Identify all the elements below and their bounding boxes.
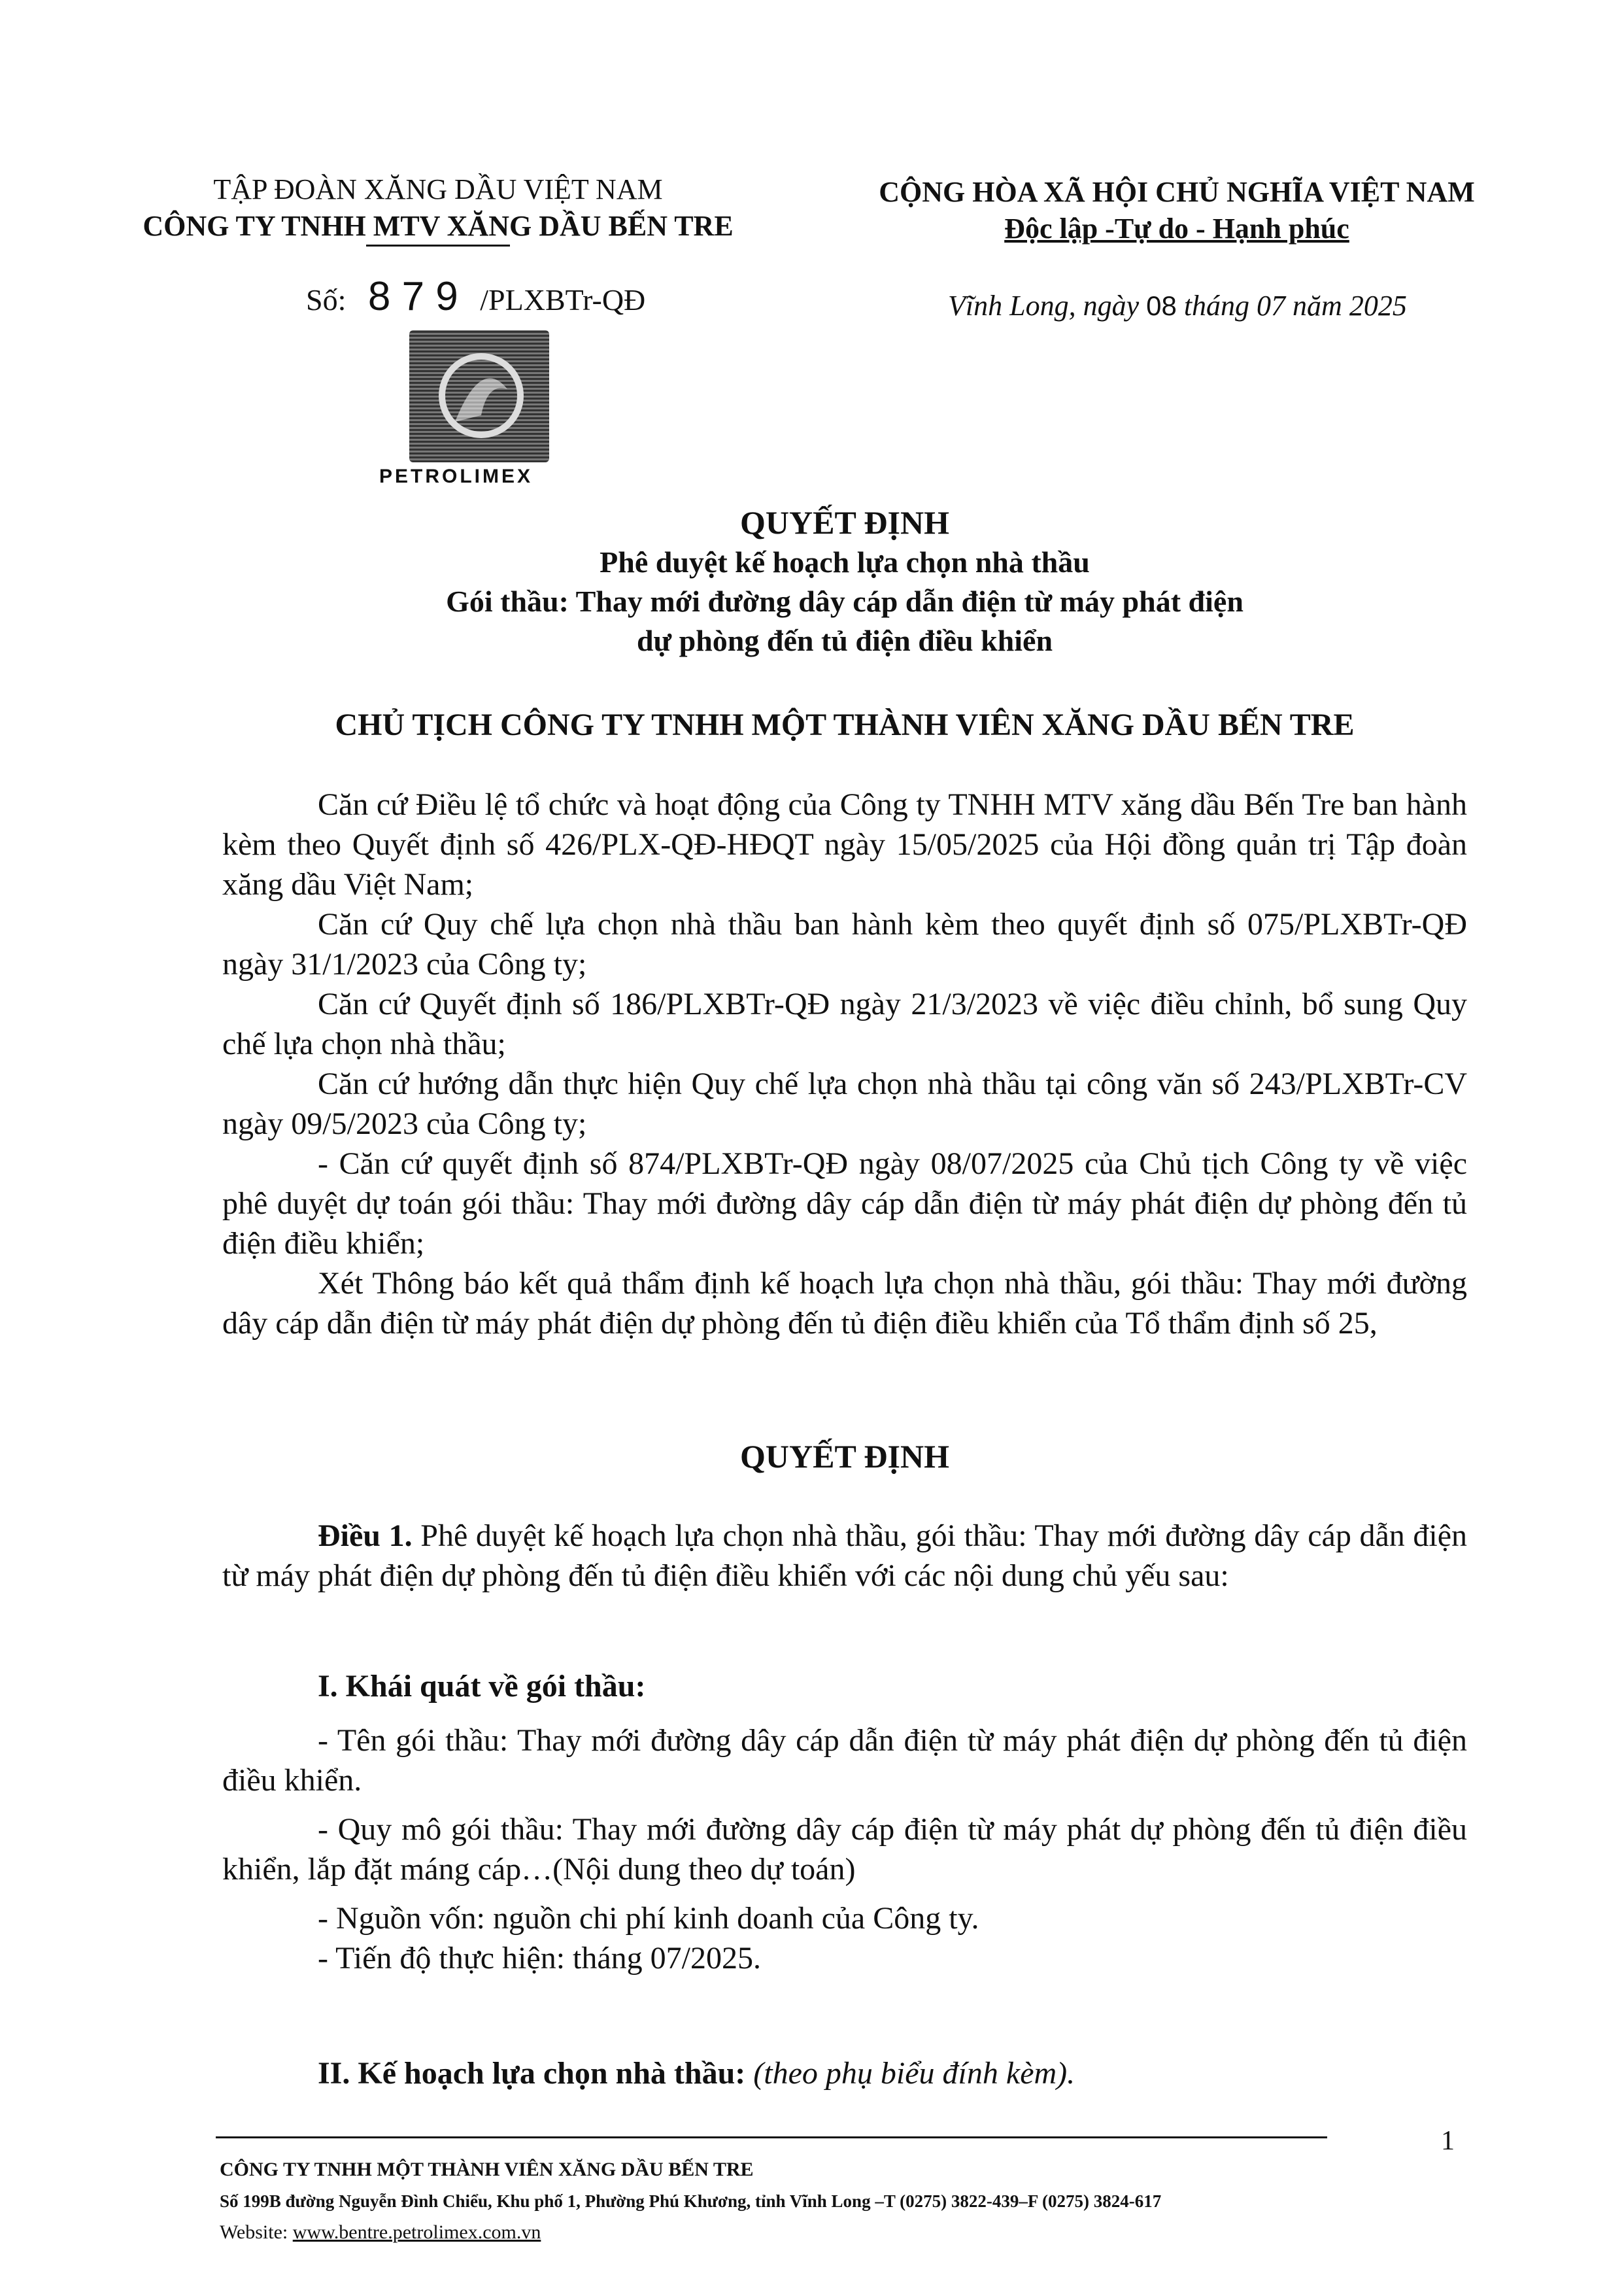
basis-item: Căn cứ hướng dẫn thực hiện Quy chế lựa chọn nhà thầu tại công văn số 243/PLXBTr-CV ngày 09/5/2023 của Công ty; xyxy=(222,1067,1467,1141)
issuing-authority: CHỦ TỊCH CÔNG TY TNHH MỘT THÀNH VIÊN XĂNG DẦU BẾN TRE xyxy=(335,708,1355,742)
doc-number xyxy=(306,274,646,320)
basis-item: - Căn cứ quyết định số 874/PLXBTr-QĐ ngày 08/07/2025 của Chủ tịch Công ty về việc phê duyệt dự toán gói thầu: Thay mới đường dây cáp dẫn điện từ máy phát điện dự phòng đến tủ điện điều khiển; xyxy=(222,1146,1467,1261)
basis-item: Căn cứ Quy chế lựa chọn nhà thầu ban hành kèm theo quyết định số 075/PLXBTr-QĐ ngày 31/1/2023 của Công ty; xyxy=(222,907,1467,982)
basis-item: Căn cứ Điều lệ tổ chức và hoạt động của Công ty TNHH MTV xăng dầu Bến Tre ban hành kèm theo Quyết định số 426/PLX-QĐ-HĐQT ngày 15/05/2025 của Hội đồng quản trị Tập đoàn xăng dầu Việt Nam; xyxy=(222,787,1467,902)
article-1-text: Phê duyệt kế hoạch lựa chọn nhà thầu, gói thầu: Thay mới đường dây cáp dẫn điện từ máy phát điện dự phòng đến tủ điện điều khiển với các nội dung chủ yếu sau: xyxy=(222,1518,1468,1593)
footer-divider xyxy=(216,2136,1327,2138)
section-1-item: - Quy mô gói thầu: Thay mới đường dây cáp điện từ máy phát dự phòng đến tủ điện điều khiển, lắp đặt máng cáp…(Nội dung theo dự toán) xyxy=(222,1812,1467,1887)
decision-subtitle-2: Gói thầu: Thay mới đường dây cáp dẫn điện từ máy phát điện xyxy=(446,585,1243,618)
section-1-item: - Tên gói thầu: Thay mới đường dây cáp dẫn điện từ máy phát điện dự phòng đến tủ điện điều khiển. xyxy=(222,1723,1467,1798)
company-name: CÔNG TY TNHH MTV XĂNG DẦU BẾN TRE xyxy=(143,210,734,242)
section-2-note: (theo phụ biểu đính kèm). xyxy=(753,2056,1075,2091)
date-day: 08 xyxy=(1146,290,1177,321)
header-left xyxy=(131,171,745,245)
decision-title-block xyxy=(222,502,1467,660)
decision-title: QUYẾT ĐỊNH xyxy=(740,504,949,541)
logo-text: PETROLIMEX xyxy=(379,466,533,487)
article-1 xyxy=(222,1516,1467,1596)
section-2 xyxy=(222,2053,1467,2093)
article-1-label: Điều 1. xyxy=(318,1518,413,1553)
section-1-heading: I. Khái quát về gói thầu: xyxy=(318,1669,646,1703)
page-number: 1 xyxy=(1441,2126,1455,2156)
footer-company: CÔNG TY TNHH MỘT THÀNH VIÊN XĂNG DẦU BẾN TRE xyxy=(220,2159,754,2180)
group-name: TẬP ĐOÀN XĂNG DẦU VIỆT NAM xyxy=(213,173,663,205)
legal-bases xyxy=(222,785,1467,1343)
footer-website-label: Website: xyxy=(220,2221,288,2243)
decision-heading: QUYẾT ĐỊNH xyxy=(740,1438,949,1475)
nation-name: CỘNG HÒA XÃ HỘI CHỦ NGHĨA VIỆT NAM xyxy=(879,176,1475,208)
section-1 xyxy=(222,1666,1467,1978)
header-right xyxy=(830,174,1523,247)
dolphin-logo-icon xyxy=(409,330,549,462)
date-suffix: tháng 07 năm 2025 xyxy=(1183,290,1407,322)
company-underline xyxy=(366,245,510,247)
doc-number-suffix: /PLXBTr-QĐ xyxy=(480,283,646,317)
section-1-item: - Nguồn vốn: nguồn chi phí kinh doanh của Công ty. xyxy=(318,1901,979,1936)
basis-item: Xét Thông báo kết quả thẩm định kế hoạch lựa chọn nhà thầu, gói thầu: Thay mới đường dây cáp dẫn điện từ máy phát điện dự phòng đến tủ điện điều khiển của Tổ thẩm định số 25, xyxy=(222,1266,1467,1341)
decision-subtitle-1: Phê duyệt kế hoạch lựa chọn nhà thầu xyxy=(600,545,1090,579)
motto: Độc lập -Tự do - Hạnh phúc xyxy=(1004,213,1349,245)
decision-subtitle-3: dự phòng đến tủ điện điều khiển xyxy=(636,624,1053,657)
section-2-heading: II. Kế hoạch lựa chọn nhà thầu: xyxy=(318,2056,746,2091)
footer-website-line xyxy=(220,2219,541,2246)
section-1-item: - Tiến độ thực hiện: tháng 07/2025. xyxy=(318,1941,761,1976)
petrolimex-logo xyxy=(409,330,549,462)
basis-item: Căn cứ Quyết định số 186/PLXBTr-QĐ ngày 21/3/2023 về việc điều chỉnh, bổ sung Quy chế lựa chọn nhà thầu; xyxy=(222,987,1467,1061)
date-prefix: Vĩnh Long, ngày xyxy=(948,290,1140,322)
doc-number-prefix: Số: xyxy=(306,283,347,317)
footer-website-link[interactable]: www.bentre.petrolimex.com.vn xyxy=(292,2221,541,2243)
doc-number-value: 8 7 9 xyxy=(367,274,458,319)
footer-address: Số 199B đường Nguyễn Đình Chiểu, Khu phố 1, Phường Phú Khương, tỉnh Vĩnh Long –T (0275) 3822-439–F (0275) 3824-617 xyxy=(220,2191,1162,2211)
issue-date xyxy=(948,288,1407,324)
